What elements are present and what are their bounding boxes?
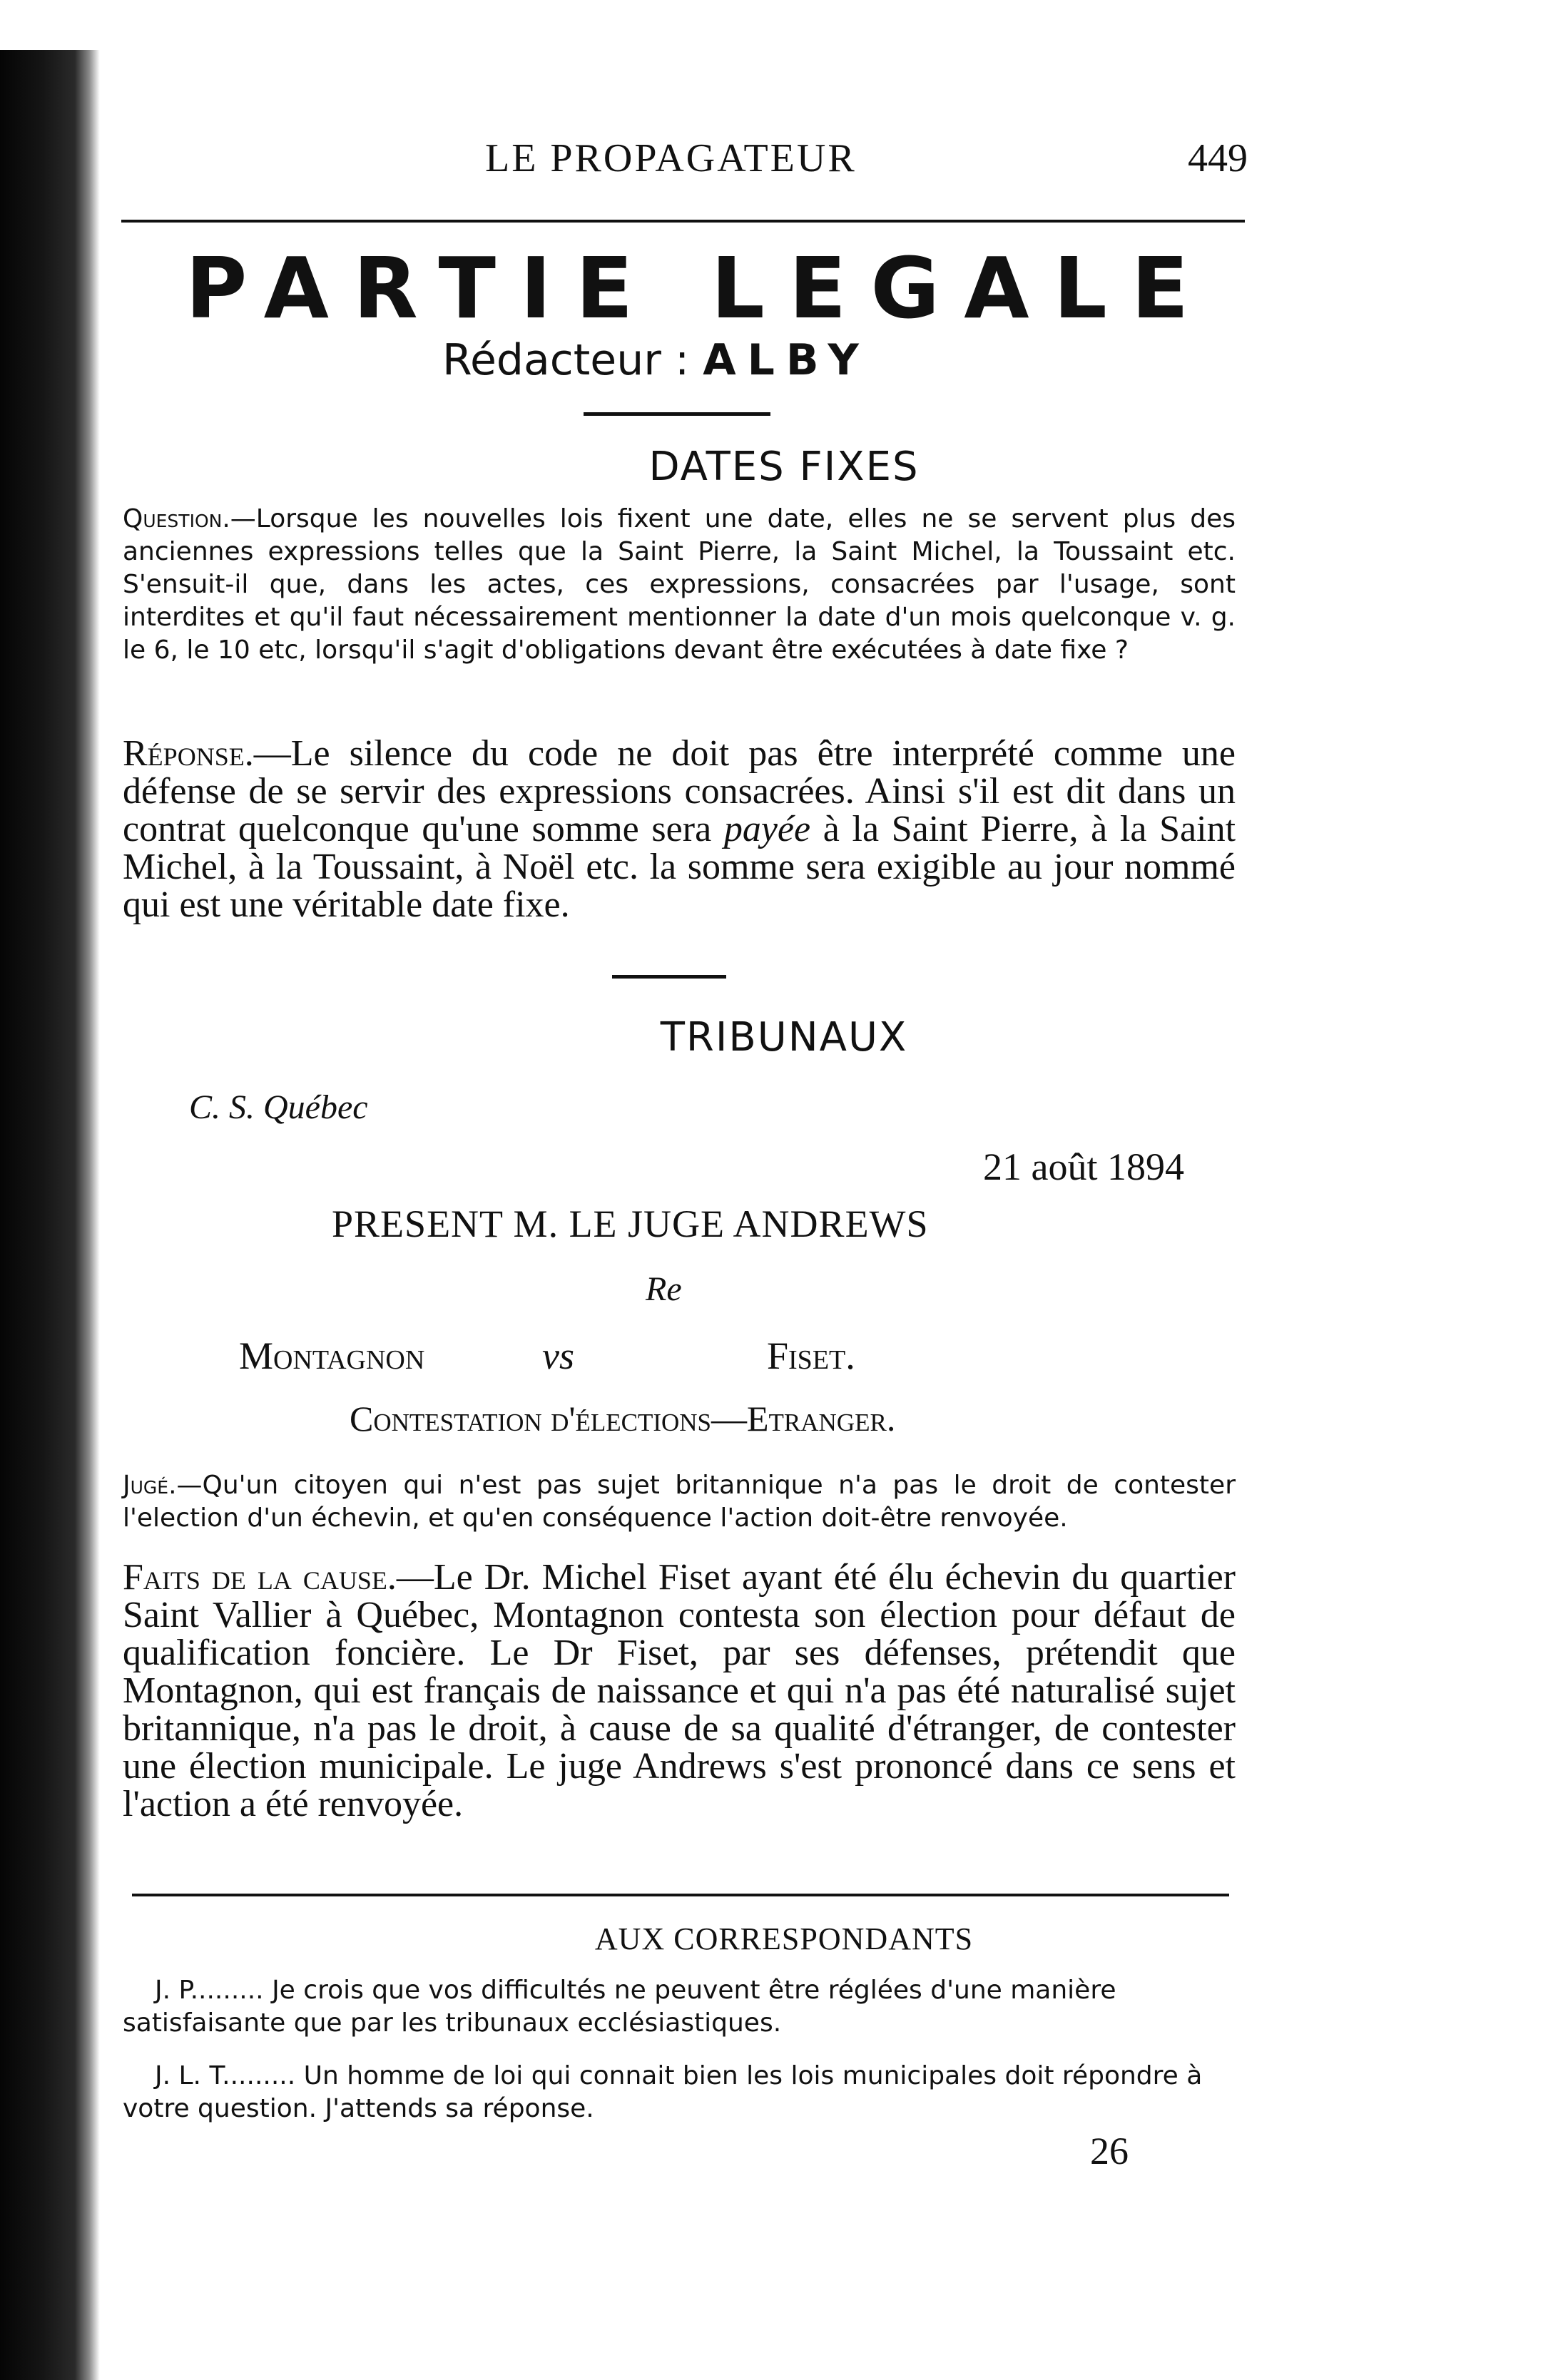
question-text: —Lorsque les nouvelles lois fixent une date, elles ne se servent plus des anciennes expressions telles que la Saint Pierre, la Saint Michel, la Toussaint etc. S'ensuit-il que, dans les actes, ces expressions, consacrées par l'usage, sont interdites et qu'il faut nécessairement mentionner la date d'un mois quelconque v. g. le 6, le 10 etc, lorsqu'il s'agit d'obligations devant être exécutées à date fixe ? [123, 504, 1236, 665]
page-number: 449 [1188, 136, 1248, 180]
running-title: LE PROPAGATEUR [485, 136, 857, 180]
case-subject: Contestation d'élections—Etranger. [350, 1399, 896, 1439]
tribunaux-heading: TRIBUNAUX [660, 1014, 908, 1061]
re-label: Re [646, 1270, 682, 1308]
faits-label: Faits de la cause. [123, 1557, 397, 1598]
correspondant-initials: J. L. T......... [155, 2061, 296, 2090]
ornament-rule [584, 412, 770, 416]
dates-fixes-heading: DATES FIXES [648, 444, 920, 490]
answer-label: Réponse. [123, 733, 254, 774]
court-location: C. S. Québec [189, 1088, 368, 1126]
editor-line [442, 335, 870, 385]
present-judge: PRESENT M. LE JUGE ANDREWS [332, 1202, 929, 1245]
editor-name: ALBY [703, 335, 870, 385]
separator-rule [612, 975, 726, 979]
faits-text: —Le Dr. Michel Fiset ayant été élu échevin du quartier Saint Vallier à Québec, Montagnon contesta son élection pour défaut de qualification foncière. Le Dr Fiset, par ses défenses, prétendit que Montagnon, qui est français de naissance et qui n'a pas été naturalisé sujet britannique, n'a pas le droit, à cause de sa qualité d'étranger, de contester une élection municipale. Le juge Andrews s'est prononcé dans ce sens et l'action a été renvoyée. [123, 1557, 1236, 1824]
question-paragraph [123, 503, 1236, 667]
juge-label: Jugé. [123, 1471, 177, 1500]
correspondants-rule [132, 1894, 1229, 1896]
correspondant-reply: Je crois que vos difficultés ne peuvent être réglées d'une manière satisfaisante que par les tribunaux ecclésiastiques. [123, 1976, 1116, 2038]
signature-number: 26 [1090, 2130, 1129, 2172]
judgment-date: 21 août 1894 [983, 1145, 1184, 1188]
party-fiset: Fiset. [767, 1334, 855, 1377]
correspondant-item [123, 1974, 1236, 2040]
header-rule [121, 220, 1245, 223]
faits-paragraph [123, 1558, 1236, 1823]
correspondant-initials: J. P......... [155, 1976, 264, 2005]
correspondant-item [123, 2060, 1236, 2125]
editor-label: Rédacteur : [442, 335, 690, 385]
question-label: Question. [123, 504, 230, 533]
book-spine-shadow [0, 50, 100, 2380]
answer-text-2: à la Saint Pierre, à la Saint Michel, à la Toussaint, à Noël etc. la somme sera exigible au jour nommé qui est une véritable date fixe. [123, 809, 1236, 925]
juge-paragraph [123, 1469, 1236, 1535]
juge-text: —Qu'un citoyen qui n'est pas sujet britannique n'a pas le droit de contester l'election d'un échevin, et qu'en conséquence l'action doit-être renvoyée. [123, 1471, 1236, 1533]
answer-text-1: —Le silence du code ne doit pas être interprété comme une défense de se servir des expressions consacrées. Ainsi s'il est dit dans un contrat quelconque qu'une somme sera [123, 733, 1236, 849]
correspondant-reply: Un homme de loi qui connait bien les lois municipales doit répondre à votre question. J'attends sa réponse. [123, 2061, 1203, 2123]
section-title: PARTIE LEGALE [185, 239, 1213, 337]
answer-paragraph [123, 735, 1236, 924]
answer-italic: payée [723, 809, 811, 849]
party-montagnon: Montagnon [239, 1334, 425, 1377]
correspondants-heading: AUX CORRESPONDANTS [594, 1921, 974, 1956]
versus: vs [542, 1334, 574, 1377]
